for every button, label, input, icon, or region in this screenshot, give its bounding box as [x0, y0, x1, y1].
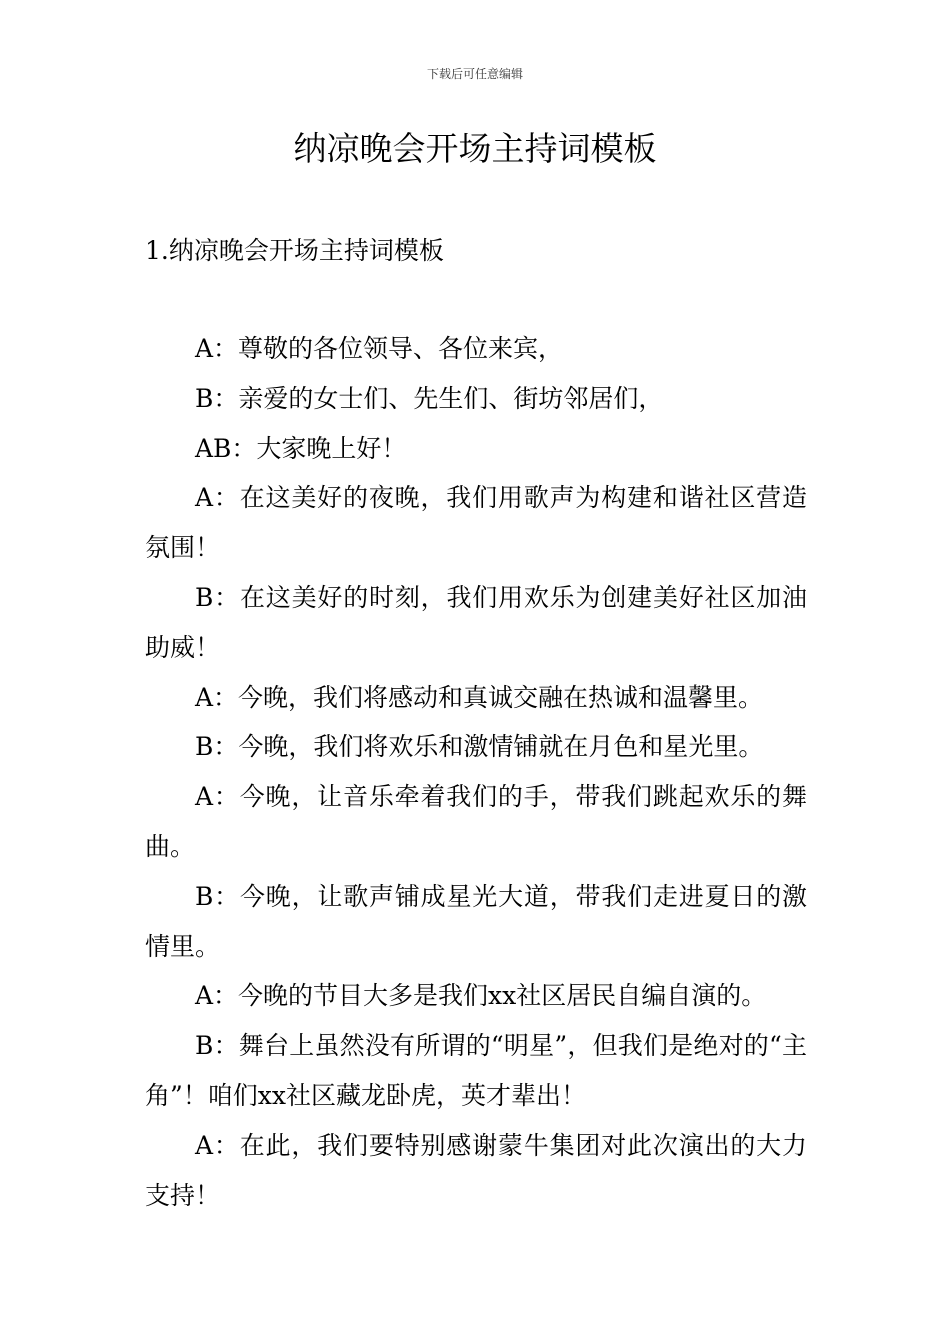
body-text	[145, 324, 807, 1220]
paragraph: A：在这美好的夜晚，我们用歌声为构建和谐社区营造氛围！	[145, 483, 807, 563]
header-note: 下载后可任意编辑	[426, 67, 523, 81]
paragraph: B：今晚，我们将欢乐和激情铺就在月色和星光里。	[195, 732, 764, 762]
paragraph: B：在这美好的时刻，我们用欢乐为创建美好社区加油助威！	[145, 582, 807, 662]
paragraph: B：今晚，让歌声铺成星光大道，带我们走进夏日的激情里。	[145, 881, 807, 961]
paragraph: A：今晚，我们将感动和真诚交融在热诚和温馨里。	[195, 682, 764, 712]
paragraph: A：尊敬的各位领导、各位来宾，	[195, 334, 564, 363]
paragraph: AB：大家晚上好！	[195, 433, 407, 463]
document-title: 纳凉晚会开场主持词模板	[293, 129, 657, 168]
paragraph: A：在此，我们要特别感谢蒙牛集团对此次演出的大力支持！	[145, 1130, 807, 1210]
paragraph: A：今晚，让音乐牵着我们的手，带我们跳起欢乐的舞曲。	[145, 782, 807, 861]
paragraph: B：亲爱的女士们、先生们、街坊邻居们，	[195, 383, 664, 413]
paragraph: A：今晚的节目大多是我们xx社区居民自编自演的。	[195, 981, 767, 1011]
section-heading: 1.纳凉晚会开场主持词模板	[145, 236, 444, 265]
paragraph: B：舞台上虽然没有所谓的“明星”，但我们是绝对的“主角”！咱们xx社区藏龙卧虎，英才辈出！	[145, 1031, 807, 1110]
